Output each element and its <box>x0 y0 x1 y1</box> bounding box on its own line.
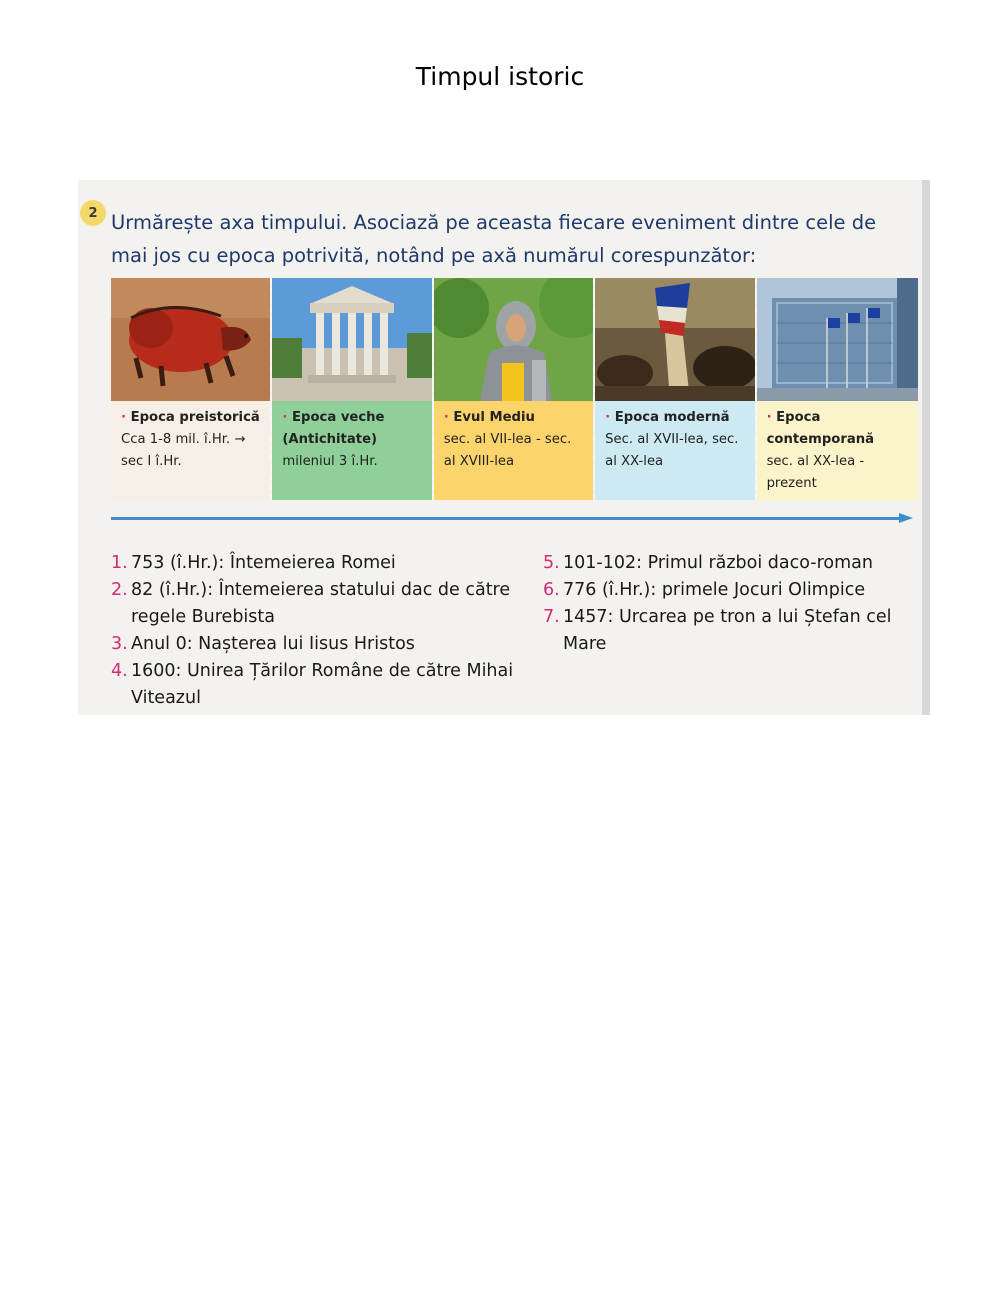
event-text: Anul 0: Nașterea lui Iisus Hristos <box>131 634 415 654</box>
era-period: Sec. al XVII-lea, sec. al XX-lea <box>605 432 739 469</box>
page-title: Timpul istoric <box>415 62 585 91</box>
era-card-contemporary <box>757 278 918 500</box>
textbook-scan <box>78 180 930 715</box>
era-strip <box>111 278 918 500</box>
list-item: 1. 753 (î.Hr.): Întemeierea Romei <box>111 550 521 577</box>
era-period: Cca 1-8 mil. î.Hr. → sec I î.Hr. <box>121 432 246 469</box>
ancient-temple-image <box>272 278 431 401</box>
revolution-painting-image <box>595 278 754 401</box>
era-name: Epoca contemporană <box>766 410 875 447</box>
timeline-arrow-icon <box>899 513 913 523</box>
event-text: 753 (î.Hr.): Întemeierea Romei <box>131 553 396 573</box>
cave-painting-image <box>111 278 270 401</box>
era-caption-prehistoric: · Epoca preistorică Cca 1-8 mil. î.Hr. → sec I î.Hr. <box>111 401 270 500</box>
list-item: 3. Anul 0: Nașterea lui Iisus Hristos <box>111 631 521 658</box>
era-name: Epoca preistorică <box>130 410 260 425</box>
list-item: 4. 1600: Unirea Țărilor Române de către Mihai Viteazul <box>111 658 521 712</box>
timeline-axis <box>111 517 901 520</box>
era-name: Epoca veche (Antichitate) <box>282 410 385 447</box>
list-item: 2. 82 (î.Hr.): Întemeierea statului dac de către regele Burebista <box>111 577 521 631</box>
era-name: Evul Mediu <box>453 410 535 425</box>
era-name: Epoca modernă <box>614 410 730 425</box>
event-text: 82 (î.Hr.): Întemeierea statului dac de către regele Burebista <box>131 580 511 627</box>
era-card-modern <box>595 278 756 500</box>
event-text: 101-102: Primul război daco-roman <box>563 553 873 573</box>
era-card-ancient <box>272 278 433 500</box>
event-text: 1457: Urcarea pe tron a lui Ștefan cel Mare <box>563 607 892 654</box>
list-item: 6. 776 (î.Hr.): primele Jocuri Olimpice <box>543 577 923 604</box>
era-card-prehistoric <box>111 278 272 500</box>
era-caption-contemporary: · Epoca contemporană sec. al XX-lea - prezent <box>757 401 918 500</box>
era-period: sec. al VII-lea - sec. al XVIII-lea <box>443 432 572 469</box>
events-list-left <box>111 550 521 712</box>
era-caption-medieval: · Evul Mediu sec. al VII-lea - sec. al XVIII-lea <box>434 401 593 500</box>
era-period: sec. al XX-lea - prezent <box>766 454 865 491</box>
event-text: 1600: Unirea Țărilor Române de către Mihai Viteazul <box>131 661 514 708</box>
exercise-number-badge: 2 <box>80 200 106 226</box>
era-period: mileniul 3 î.Hr. <box>282 454 378 469</box>
page-edge-shadow <box>922 180 930 715</box>
list-item: 7. 1457: Urcarea pe tron a lui Ștefan cel Mare <box>543 604 923 658</box>
eu-building-image <box>757 278 918 401</box>
exercise-instruction: Urmărește axa timpului. Asociază pe aceasta fiecare eveniment dintre cele de mai jos cu epoca potrivită, notând pe axă numărul corespunzător: <box>111 211 877 267</box>
events-list-right <box>543 550 923 658</box>
list-item: 5. 101-102: Primul război daco-roman <box>543 550 923 577</box>
medieval-knight-image <box>434 278 593 401</box>
event-text: 776 (î.Hr.): primele Jocuri Olimpice <box>563 580 866 600</box>
era-card-medieval <box>434 278 595 500</box>
era-caption-modern: · Epoca modernă Sec. al XVII-lea, sec. al XX-lea <box>595 401 754 500</box>
era-caption-ancient: · Epoca veche (Antichitate) mileniul 3 î.Hr. <box>272 401 431 500</box>
